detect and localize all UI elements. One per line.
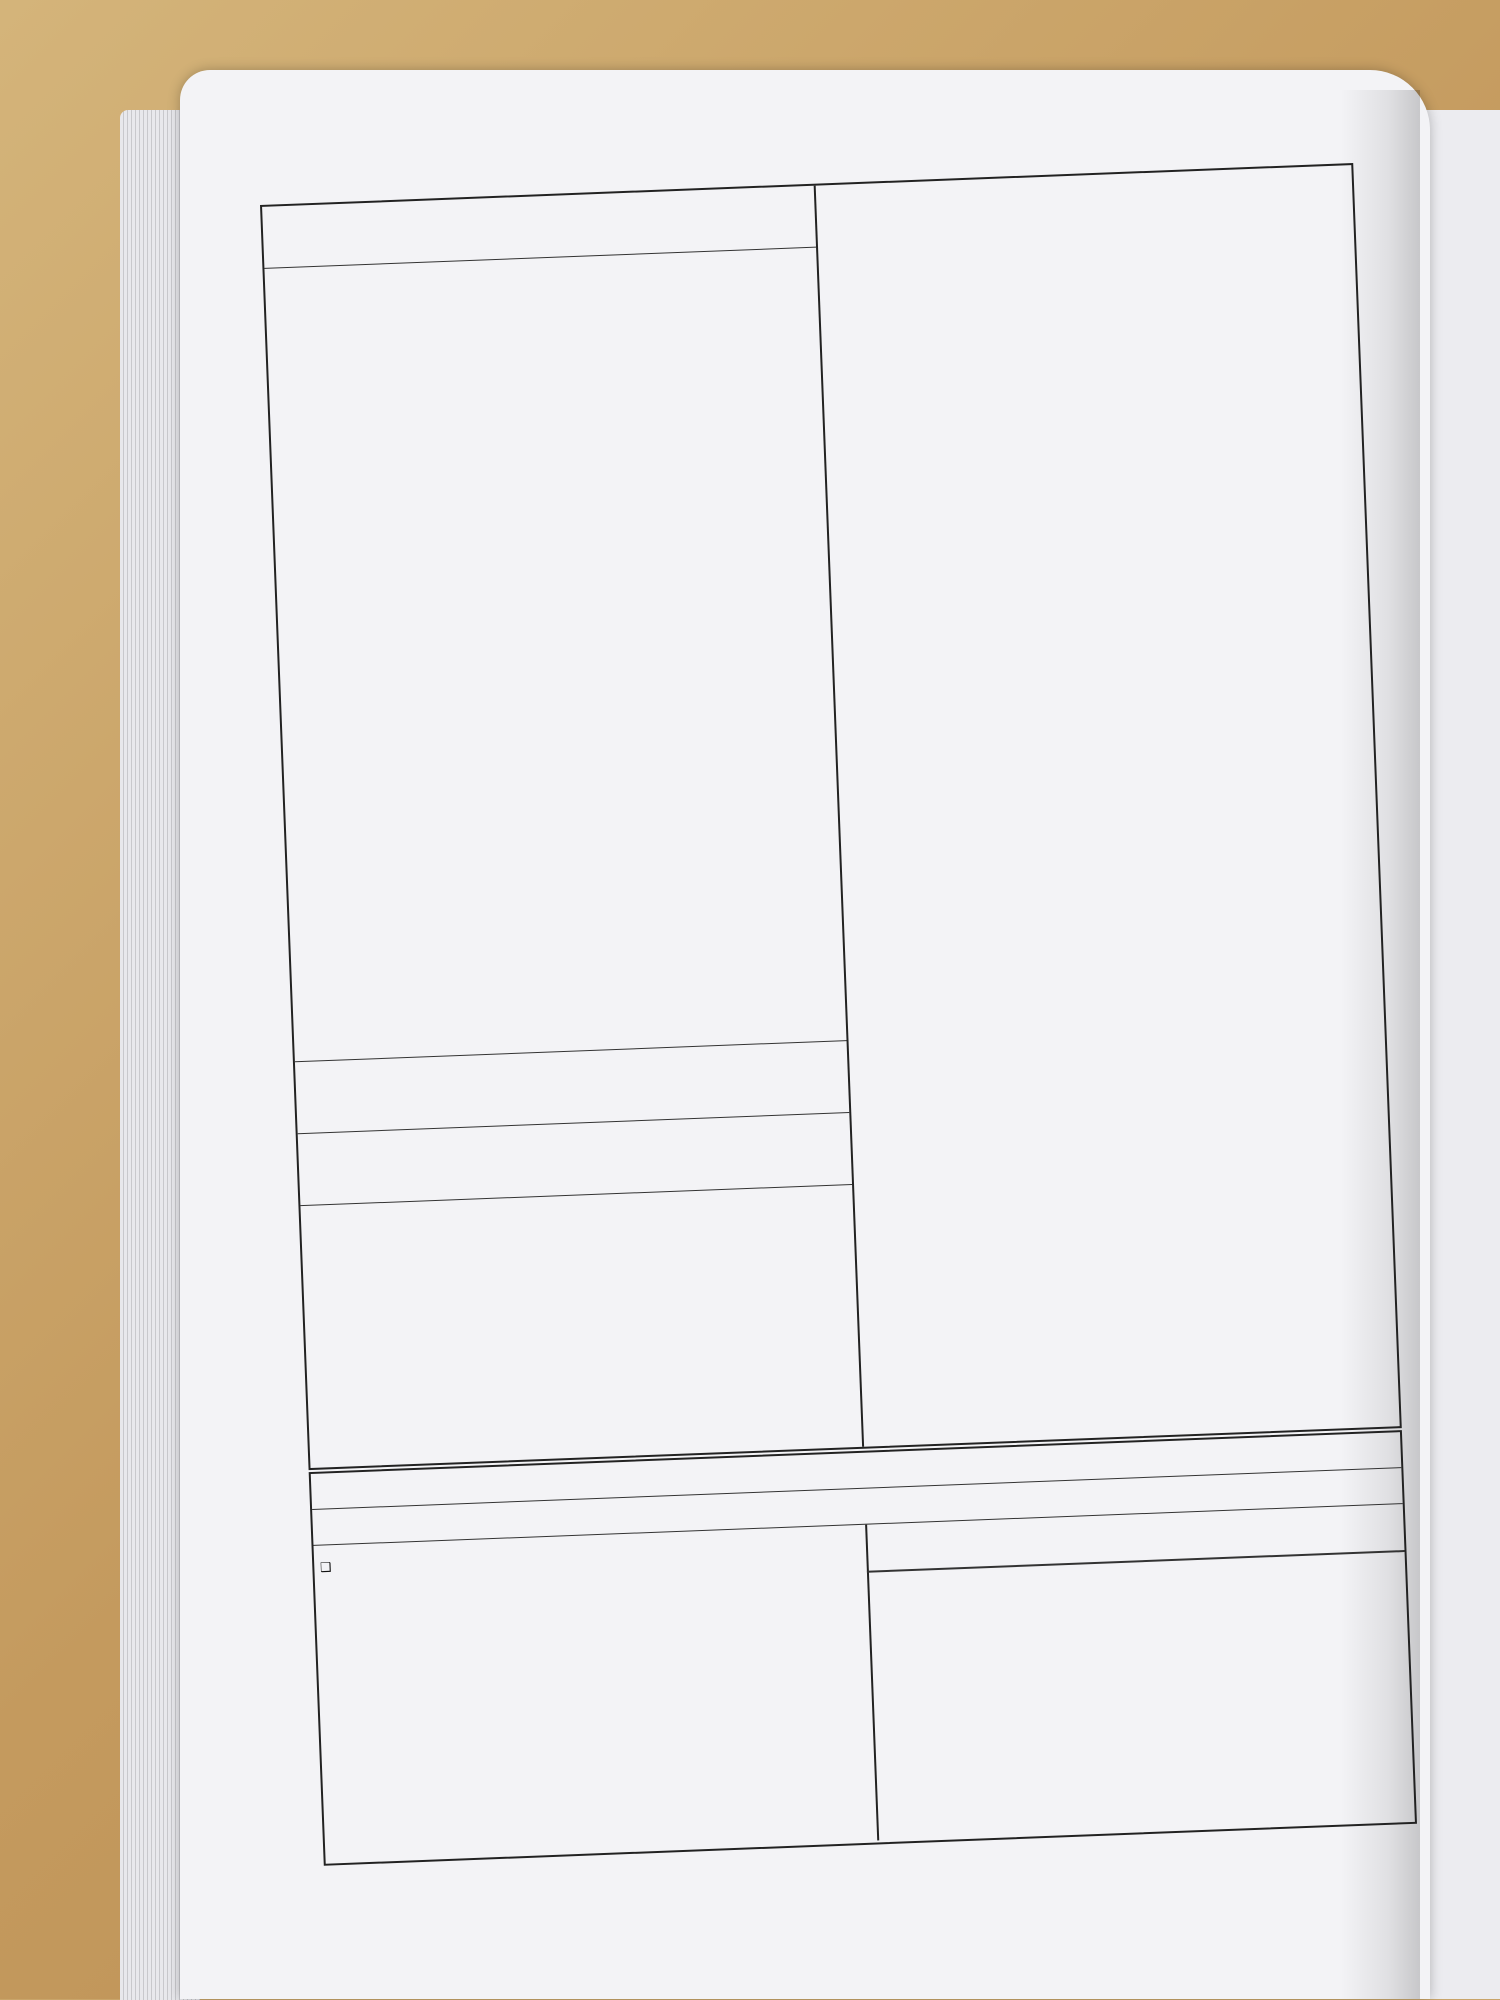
at-km-value (337, 1728, 339, 1779)
service-date-row (289, 895, 846, 1062)
service-form (260, 162, 1431, 1823)
interval-label (341, 1553, 342, 1576)
on-date-row (323, 1623, 335, 1674)
on-date-value (332, 1623, 334, 1674)
at-km-row (327, 1728, 339, 1779)
interval-checkbox[interactable]: ❑ (319, 1555, 332, 1577)
on-date-label (323, 1646, 324, 1669)
next-services-section (309, 1430, 1417, 1866)
column-divider (814, 186, 864, 1447)
at-km-label (327, 1751, 328, 1774)
additional-work-underline (867, 1550, 1405, 1572)
interval-option (320, 1553, 342, 1578)
service-grid (260, 163, 1402, 1470)
